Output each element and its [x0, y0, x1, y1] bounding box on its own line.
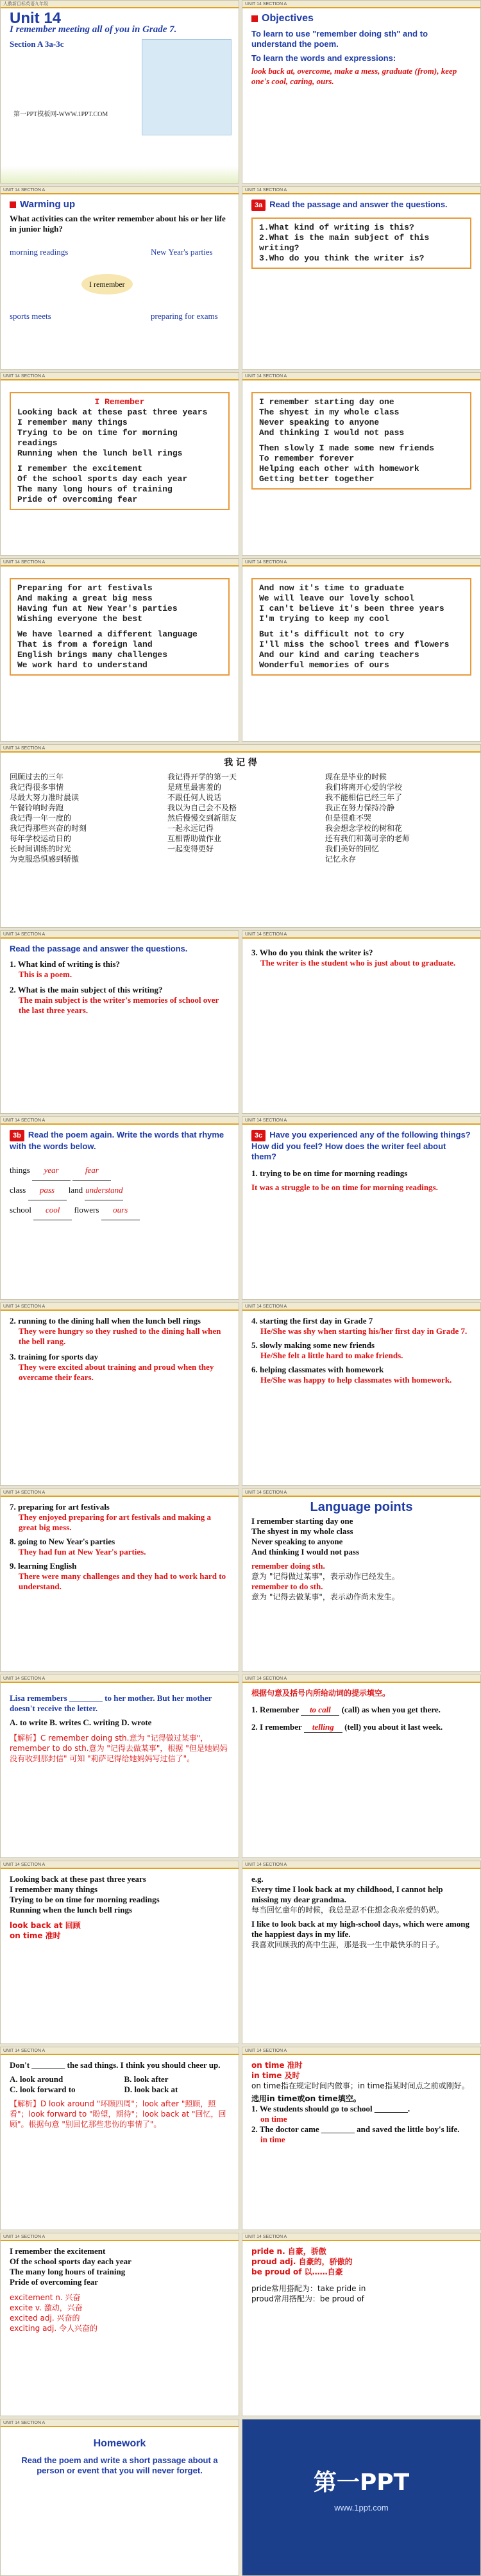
end-site: www.1ppt.com: [334, 2503, 389, 2512]
rhyme-word: things: [10, 1165, 30, 1175]
poem-line: Running when the lunch bell rings: [10, 1905, 133, 1915]
question: Don't ________ the sad things. I think you should cheer up.: [10, 2060, 221, 2070]
poem-line: Never speaking to anyone: [259, 418, 380, 427]
section-heading: Language points: [310, 1500, 413, 1514]
answer: He/She felt a little hard to make friends.: [260, 1351, 403, 1360]
option: B. look after: [124, 2074, 169, 2084]
poem-box: [251, 392, 471, 490]
translation-line: 我不能相信已经三年了: [325, 793, 403, 802]
slide-3c-4: [0, 1488, 239, 1672]
translation-line: 现在是毕业的时候: [325, 772, 387, 781]
translation-line: 长时间训练的时光: [10, 844, 72, 853]
phrase: remember doing sth.: [251, 1561, 325, 1571]
word-form: excited adj. 兴奋的: [10, 2314, 80, 2323]
options: A. to write B. writes C. writing D. wrote: [10, 1718, 152, 1727]
poem-line: We have learned a different language: [17, 629, 198, 639]
answer: There were many challenges and they had to work hard to understand.: [19, 1571, 226, 1591]
slide-header: UNIT 14 SECTION A: [242, 187, 480, 194]
explanation: 【解析】C remember doing sth.意为 "记得做过某事"，remember to do sth.意为 "记得去做某事"，根据 "但是她妈妈没有收到那封信" 可知 "莉萨记得给她妈妈写过信了"。: [10, 1734, 228, 1763]
slide-header: UNIT 14 SECTION A: [1, 1117, 239, 1125]
poem-line: Trying to be on time for morning readings: [17, 428, 178, 448]
homework-heading: Homework: [93, 2438, 146, 2449]
slide-answers-2: [242, 930, 481, 1114]
poem-line: Wonderful memories of ours: [259, 660, 389, 670]
slide-objectives: [242, 0, 481, 183]
poem-box: [10, 578, 230, 676]
poem-line: The many long hours of training: [17, 484, 173, 494]
phrase-explain: 意为 "记得做过某事"，表示动作已经发生。: [251, 1572, 400, 1581]
phrase-explain: on time指在规定时间内做事；in time指某时间点之前或刚好。: [251, 2081, 469, 2090]
poem-line: Pride of overcoming fear: [10, 2277, 99, 2287]
poem-line: But it's difficult not to cry: [259, 629, 405, 639]
translation-line: 我记得一年一度的: [10, 814, 72, 823]
word-form: excite v. 激动，兴奋: [10, 2303, 83, 2312]
poem-line: And thinking I would not pass: [259, 428, 405, 438]
rhyme-answer: fear: [72, 1161, 111, 1181]
question: 3. training for sports day: [10, 1352, 99, 1361]
translation-line: 一起变得更好: [167, 844, 214, 853]
translation-line: 尽最大努力准时晨读: [10, 793, 80, 802]
explanation: 【解析】D look around "环顾四周"；look after "照顾，照看"；look forward to "盼望，期待"；look back at "回忆，回顾"。根据句意 "别回忆那些悲伤的事情了"。: [10, 2099, 226, 2129]
question: 2. What is the main subject of this writing?: [10, 985, 163, 994]
slide-header: UNIT 14 SECTION A: [242, 1489, 480, 1497]
answer: They were excited about training and proud when they overcame their fears.: [19, 1362, 214, 1382]
example-cn: 我喜欢回顾我的高中生涯，那是我一生中最快乐的日子。: [251, 1940, 444, 1949]
poem-line: I remember many things: [10, 1884, 98, 1894]
section-label: Section A 3a-3c: [10, 39, 64, 49]
mindmap-node: sports meets: [10, 311, 51, 321]
slide-3c-3: [242, 1302, 481, 1486]
question: 1. What kind of writing is this?: [10, 959, 121, 969]
slide-header: UNIT 14 SECTION A: [242, 1117, 480, 1125]
slide-header: UNIT 14 SECTION A: [1, 559, 239, 567]
task-badge: 3b: [10, 1130, 24, 1141]
poem-line: English brings many challenges: [17, 650, 168, 660]
slide-header: UNIT 14 SECTION A: [1, 187, 239, 194]
site-label: 第一PPT模板网-WWW.1PPT.COM: [13, 111, 108, 118]
slide-header: UNIT 14 SECTION A: [242, 1, 480, 8]
phrase: look back at 回顾: [10, 1921, 81, 1930]
answer: They enjoyed preparing for art festivals and making a great big mess.: [19, 1512, 211, 1532]
option: C. look forward to: [10, 2085, 76, 2094]
question: 7. preparing for art festivals: [10, 1502, 110, 1512]
question: 3. Who do you think the writer is?: [251, 948, 373, 957]
translation-line: 我记得开学的第一天: [167, 772, 237, 781]
students-photo: [142, 39, 232, 135]
slide-mcq-lookback: [0, 2047, 239, 2230]
answer: The writer is the student who is just about to graduate.: [260, 958, 456, 968]
answer: on time: [260, 2114, 287, 2124]
question: 1. trying to be on time for morning readings: [251, 1168, 408, 1178]
phrase: remember to do sth.: [251, 1582, 323, 1591]
question: 9. learning English: [10, 1561, 77, 1571]
unit-subtitle: I remember meeting all of you in Grade 7.: [10, 24, 177, 35]
rhyme-answer: year: [32, 1161, 71, 1181]
question-box: [251, 218, 471, 269]
task-heading: Read the passage and answer the questions.: [10, 944, 188, 953]
usage: pride常用搭配为：take pride in: [251, 2284, 366, 2293]
slide-title: [0, 0, 239, 183]
slide-header: UNIT 14 SECTION A: [1, 931, 239, 939]
rhyme-word: class: [10, 1185, 26, 1195]
eg-label: e.g.: [251, 1874, 264, 1884]
translation-line: 是班里最害羞的: [167, 783, 222, 792]
question: 4. starting the first day in Grade 7: [251, 1316, 373, 1326]
task-heading: Read the passage and answer the questions.: [269, 200, 448, 209]
objective-1: To learn to use "remember doing sth" and to understand the poem.: [251, 29, 428, 49]
answer: It was a struggle to be on time for morning readings.: [251, 1182, 438, 1192]
question: 2. The doctor came ________ and saved the little boy's life.: [251, 2124, 460, 2134]
poem-line: Wishing everyone the best: [17, 614, 143, 624]
poem-line: Getting better together: [259, 474, 375, 484]
task-badge: 3c: [251, 1130, 266, 1141]
slide-header: UNIT 14 SECTION A: [1, 2419, 239, 2427]
poem-line: Looking back at these past three years: [17, 407, 208, 417]
rhyme-word: flowers: [74, 1205, 99, 1215]
poem-box: [251, 578, 471, 676]
translation-title: 我 记 得: [224, 758, 257, 768]
translation-line: 然后慢慢交到新朋友: [167, 814, 237, 823]
question-text: (tell) you about it last week.: [344, 1722, 443, 1732]
task-heading: 根据句意及括号内所给动词的提示填空。: [251, 1689, 391, 1698]
slide-translation: [0, 744, 481, 928]
slide-mcq-remember: [0, 1675, 239, 1858]
slide-header: UNIT 14 SECTION A: [1, 373, 239, 380]
warming-question: What activities can the writer remember about his or her life in junior high?: [10, 214, 226, 234]
poem-line: I remember many things: [17, 418, 128, 427]
slide-warming-up: [0, 186, 239, 370]
question: 5. slowly making some new friends: [251, 1340, 375, 1350]
slide-fill-remember: [242, 1675, 481, 1858]
slide-poem-2: [242, 372, 481, 556]
usage: proud常用搭配为：be proud of: [251, 2294, 364, 2303]
poem-line: We will leave our lovely school: [259, 593, 414, 603]
answer: They had fun at New Year's parties.: [19, 1547, 146, 1557]
translation-line: 一起永远记得: [167, 824, 214, 833]
translation-line: 午餐铃响时奔跑: [10, 803, 64, 812]
slide-look-back-eg: [242, 1861, 481, 2044]
poem-line: Looking back at these past three years: [10, 1874, 146, 1884]
poem-line: Of the school sports day each year: [10, 2256, 131, 2266]
heading-icon: [10, 201, 16, 208]
poem-line: The shyest in my whole class: [251, 1526, 353, 1536]
poem-line: I remember starting day one: [259, 397, 394, 407]
slide-header: UNIT 14 SECTION A: [242, 1675, 480, 1683]
objective-2: To learn the words and expressions:: [251, 53, 396, 63]
poem-line: Helping each other with homework: [259, 464, 419, 473]
option: D. look back at: [124, 2085, 178, 2094]
slide-poem-3: [0, 558, 239, 742]
translation-line: 回顾过去的三年: [10, 772, 64, 781]
task-heading: Read the poem again. Write the words that rhyme with the words below.: [10, 1130, 224, 1151]
slide-header: UNIT 14 SECTION A: [1, 1489, 239, 1497]
slide-header: UNIT 14 SECTION A: [242, 1303, 480, 1311]
unit-title: Unit 14: [10, 10, 62, 27]
poem-line: Trying to be on time for morning readings: [10, 1895, 160, 1904]
slide-homework: [0, 2419, 239, 2576]
mindmap-center: I remember: [81, 274, 133, 294]
rhyme-answer: cool: [33, 1200, 72, 1220]
slide-poem-1: [0, 372, 239, 556]
rhyme-answer: understand: [85, 1181, 123, 1200]
translation-line: 不跟任何人说话: [167, 793, 222, 802]
poem-line: Having fun at New Year's parties: [17, 604, 178, 613]
slide-pride: [242, 2233, 481, 2416]
slide-3c-2: [0, 1302, 239, 1486]
poem-line: We work hard to understand: [17, 660, 148, 670]
slide-header: UNIT 14 SECTION A: [1, 2047, 239, 2055]
translation-line: 我们美好的回忆: [325, 844, 380, 853]
rhyme-answer: ours: [101, 1200, 140, 1220]
poem-line: The shyest in my whole class: [259, 407, 400, 417]
question: 2.What is the main subject of this writing?: [259, 233, 430, 253]
rhyme-word: school: [10, 1205, 31, 1215]
answer-blank: telling: [304, 1722, 342, 1733]
word-form: excitement n. 兴奋: [10, 2293, 81, 2302]
slide-header: UNIT 14 SECTION A: [1, 1303, 239, 1311]
question: 3.Who do you think the writer is?: [259, 253, 425, 263]
question: 6. helping classmates with homework: [251, 1365, 384, 1374]
slide-header: UNIT 14 SECTION A: [242, 1861, 480, 1869]
poem-line: I can't believe it's been three years: [259, 604, 444, 613]
slide-on-time: [242, 2047, 481, 2230]
slide-look-back: [0, 1861, 239, 2044]
poem-line: I remember the excitement: [10, 2246, 106, 2256]
answer: in time: [260, 2135, 285, 2144]
slide-3a: [242, 186, 481, 370]
slide-header: UNIT 14 SECTION A: [1, 1675, 239, 1683]
slide-poem-4: [242, 558, 481, 742]
answer: He/She was happy to help classmates with homework.: [260, 1375, 452, 1385]
slide-header: UNIT 14 SECTION A: [242, 2047, 480, 2055]
word-form: exciting adj. 令人兴奋的: [10, 2324, 98, 2333]
poem-line: I remember starting day one: [251, 1516, 353, 1526]
translation-line: 记忆永存: [325, 855, 357, 864]
question-text: 1. Remember: [251, 1705, 300, 1714]
rhyme-answer: pass: [28, 1181, 67, 1200]
poem-line: Pride of overcoming fear: [17, 495, 138, 504]
answer: This is a poem.: [19, 969, 72, 979]
example: I like to look back at my high-school days, which were among the happiest days in my life.: [251, 1919, 469, 1939]
slide-header: UNIT 14 SECTION A: [242, 931, 480, 939]
rhyme-word: land: [68, 1185, 83, 1195]
slide-header: UNIT 14 SECTION A: [1, 2233, 239, 2241]
phrase: in time 及时: [251, 2071, 300, 2080]
translation-line: 互相帮助做作业: [167, 834, 222, 843]
translation-line: 我记得很多事情: [10, 783, 64, 792]
poem-line: I'll miss the school trees and flowers: [259, 640, 450, 649]
poem-line: And now it's time to graduate: [259, 583, 405, 593]
poem-box: [10, 392, 230, 510]
question: 8. going to New Year's parties: [10, 1537, 115, 1546]
task-badge: 3a: [251, 200, 266, 211]
slide-3b: [0, 1116, 239, 1300]
objective-words: look back at, overcome, make a mess, graduate (from), keep one's cool, caring, ours.: [251, 66, 457, 86]
slide-excitement: [0, 2233, 239, 2416]
poem-line: I'm trying to keep my cool: [259, 614, 389, 624]
poem-line: That is from a foreign land: [17, 640, 153, 649]
phrase: on time 准时: [251, 2061, 303, 2070]
word-form: proud adj. 自豪的，骄傲的: [251, 2257, 353, 2266]
answer: The main subject is the writer's memories of school over the last three years.: [19, 995, 219, 1015]
poem-line: Running when the lunch bell rings: [17, 448, 183, 458]
homework-text: Read the poem and write a short passage about a person or event that you will never forget.: [21, 2455, 218, 2475]
poem-line: To remember forever: [259, 454, 355, 463]
answer: He/She was shy when starting his/her first day in Grade 7.: [260, 1326, 468, 1336]
poem-line: I remember the excitement: [17, 464, 143, 473]
translation-line: 我记得那些兴奋的时刻: [10, 824, 87, 833]
poem-line: Preparing for art festivals: [17, 583, 153, 593]
task-heading: Have you experienced any of the following things? How did you feel? How does the writer feel about them?: [251, 1130, 471, 1161]
poem-line: The many long hours of training: [10, 2267, 126, 2276]
slide-header: 人教新目标英语九年级: [1, 1, 239, 8]
translation-line: 我们将离开心爱的学校: [325, 783, 403, 792]
translation-line: 但是很难不哭: [325, 814, 372, 823]
example: Every time I look back at my childhood, I cannot help missing my dear grandma.: [251, 1884, 443, 1904]
task-heading: 选用in time或on time填空。: [251, 2094, 361, 2103]
flower-border: [1, 166, 239, 183]
poem-line: And making a great big mess: [17, 593, 153, 603]
translation-line: 我会想念学校的树和花: [325, 824, 403, 833]
translation-line: 为克服恐惧感到骄傲: [10, 855, 80, 864]
answer-blank: to call: [301, 1705, 339, 1716]
poem-line: And thinking I would not pass: [251, 1547, 359, 1557]
translation-line: 我正在努力保持冷静: [325, 803, 395, 812]
slide-header: UNIT 14 SECTION A: [242, 2233, 480, 2241]
slide-language-points: [242, 1488, 481, 1672]
translation-line: 还有我们和蔼可亲的老师: [325, 834, 410, 843]
translation-line: 每年学校运动日的: [10, 834, 72, 843]
slide-header: UNIT 14 SECTION A: [242, 559, 480, 567]
slide-end: [242, 2419, 481, 2576]
slide-header: UNIT 14 SECTION A: [1, 1861, 239, 1869]
heading-icon: [251, 15, 258, 22]
answer: They were hungry so they rushed to the dining hall when the bell rang.: [19, 1326, 221, 1346]
phrase: on time 准时: [10, 1931, 61, 1940]
translation-line: 我以为自己会不及格: [167, 803, 237, 812]
warming-heading: Warming up: [20, 199, 76, 210]
question: 2. running to the dining hall when the lunch bell rings: [10, 1316, 201, 1326]
phrase-explain: 意为 "记得去做某事"，表示动作尚未发生。: [251, 1592, 400, 1601]
question-text: (call) as when you get there.: [341, 1705, 441, 1714]
poem-line: And our kind and caring teachers: [259, 650, 419, 660]
poem-line: Of the school sports day each year: [17, 474, 188, 484]
mindmap-node: morning readings: [10, 247, 69, 257]
option: A. look around: [10, 2074, 63, 2084]
slide-header: UNIT 14 SECTION A: [1, 745, 480, 753]
word-form: pride n. 自豪，骄傲: [251, 2247, 326, 2256]
question: 1. We students should go to school ________.: [251, 2104, 410, 2113]
poem-title: I Remember: [94, 397, 145, 407]
end-logo: 第一PPT: [313, 2469, 410, 2496]
question: Lisa remembers ________ to her mother. But her mother doesn't receive the letter.: [10, 1693, 212, 1713]
poem-line: Never speaking to anyone: [251, 1537, 343, 1546]
question: 1.What kind of writing is this?: [259, 223, 414, 232]
mindmap-node: preparing for exams: [151, 311, 218, 321]
example-cn: 每当回忆童年的时候，我总是忍不住想念我亲爱的奶奶。: [251, 1906, 444, 1915]
word-form: be proud of 以……自豪: [251, 2267, 343, 2276]
slide-header: UNIT 14 SECTION A: [242, 373, 480, 380]
slide-3c: [242, 1116, 481, 1300]
objectives-heading: Objectives: [262, 13, 314, 24]
mindmap-node: New Year's parties: [151, 247, 213, 257]
slide-answers-1: [0, 930, 239, 1114]
poem-line: Then slowly I made some new friends: [259, 443, 435, 453]
question-text: 2. I remember: [251, 1722, 302, 1732]
